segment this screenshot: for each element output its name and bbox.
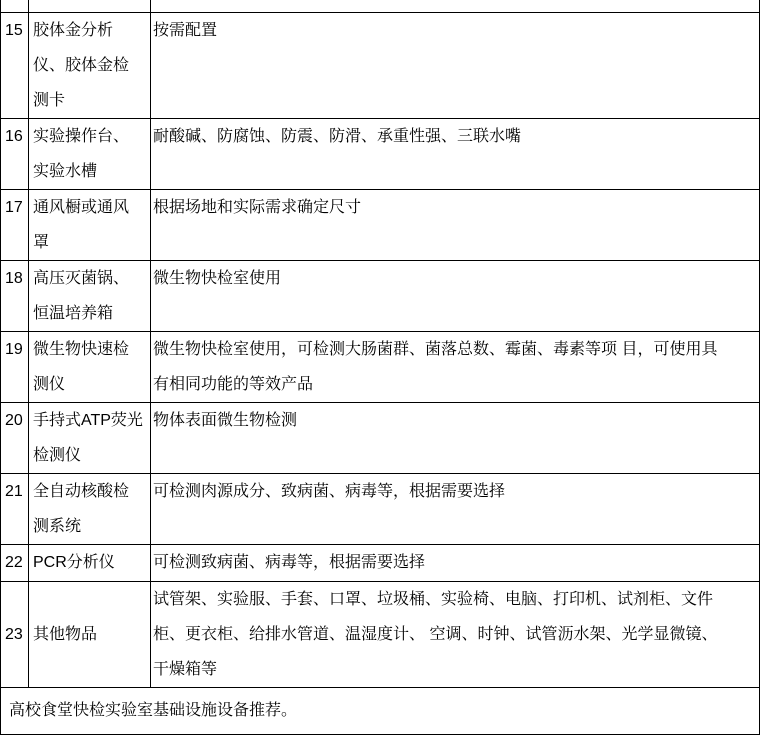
table-row [1,544,760,581]
table-row [1,331,760,402]
item-name-cell: 微生物快速检测仪 [29,331,151,402]
description-cell: 可检测肉源成分、致病菌、病毒等，根据需要选择 [151,473,760,544]
table-row-cutoff [1,0,760,12]
description-cell: 试管架、实验服、手套、口罩、垃圾桶、实验椅、电脑、打印机、试剂柜、文件柜、更衣柜、给排水管道、温湿度计、 空调、时钟、试管沥水架、光学显微镜、干燥箱等 [151,581,760,687]
row-number-cell [1,0,29,12]
table-row [1,12,760,118]
row-number-cell: 23 [1,581,29,687]
description-cell [151,0,760,12]
row-number-cell: 22 [1,544,29,581]
row-number-cell: 21 [1,473,29,544]
row-number-cell: 16 [1,118,29,189]
description-cell: 可检测致病菌、病毒等，根据需要选择 [151,544,760,581]
description-cell: 物体表面微生物检测 [151,402,760,473]
item-name-cell [29,0,151,12]
table-row [1,260,760,331]
item-name-cell: 高压灭菌锅、恒温培养箱 [29,260,151,331]
row-number-cell: 17 [1,189,29,260]
description-cell: 按需配置 [151,12,760,118]
table-footer-note: 高校食堂快检实验室基础设施设备推荐。 [1,687,760,734]
item-name-cell: 其他物品 [29,581,151,687]
description-cell: 微生物快检室使用，可检测大肠菌群、菌落总数、霉菌、毒素等项 目，可使用具有相同功能的等效产品 [151,331,760,402]
row-number-cell: 15 [1,12,29,118]
item-name-cell: 全自动核酸检测系统 [29,473,151,544]
description-cell: 微生物快检室使用 [151,260,760,331]
table-row [1,581,760,687]
item-name-cell: 胶体金分析仪、胶体金检测卡 [29,12,151,118]
row-number-cell: 20 [1,402,29,473]
description-cell: 根据场地和实际需求确定尺寸 [151,189,760,260]
description-cell: 耐酸碱、防腐蚀、防震、防滑、承重性强、三联水嘴 [151,118,760,189]
row-number-cell: 19 [1,331,29,402]
item-name-cell: PCR分析仪 [29,544,151,581]
table-row [1,402,760,473]
table-row [1,473,760,544]
item-name-cell: 手持式ATP荧光检测仪 [29,402,151,473]
item-name-cell: 实验操作台、实验水槽 [29,118,151,189]
table-row [1,189,760,260]
table-row [1,118,760,189]
row-number-cell: 18 [1,260,29,331]
item-name-cell: 通风橱或通风罩 [29,189,151,260]
